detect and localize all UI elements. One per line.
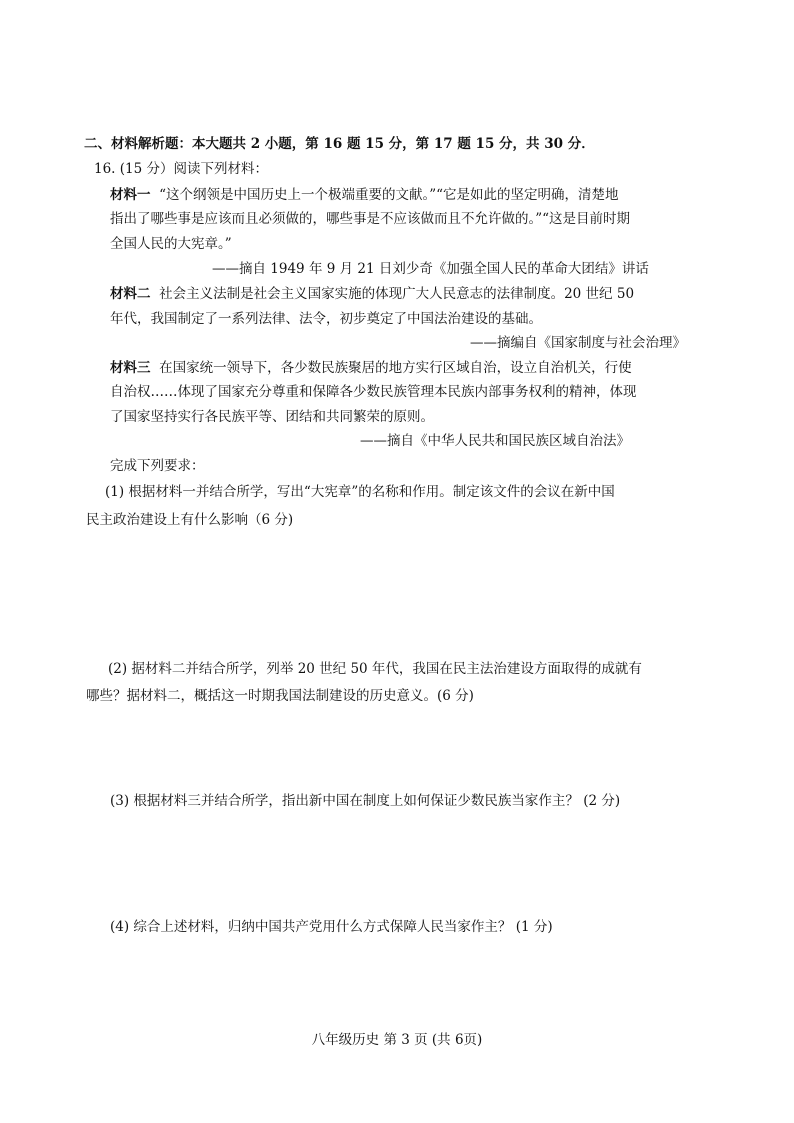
material-2-line-2: 年代，我国制定了一系列法律、法令，初步奠定了中国法治建设的基础。 [110,311,542,327]
sub-question-1-line-2: 民主政治建设上有什么影响（6 分) [86,512,294,528]
sub-question-3: (3) 根据材料三并结合所学，指出新中国在制度上如何保证少数民族当家作主？ (2 分) [110,793,621,809]
material-2-source: ——摘编自《国家制度与社会治理》 [470,335,686,351]
material-1-line-2: 指出了哪些事是应该而且必须做的，哪些事是不应该做而且不允许做的。”“这是目前时期 [110,211,631,227]
material-1-source: ——摘自 1949 年 9 月 21 日刘少奇《加强全国人民的革命大团结》讲话 [212,261,649,277]
sub-question-4: (4) 综合上述材料，归纳中国共产党用什么方式保障人民当家作主？ (1 分) [110,919,553,935]
section-heading: 二、材料解析题：本大题共 2 小题，第 16 题 15 分，第 17 题 15 分，共 30 分． [84,136,595,152]
material-3-source: ——摘自《中华人民共和国民族区域自治法》 [360,433,630,449]
requirement-heading: 完成下列要求： [110,458,205,474]
question-16-intro: 16. (15 分）阅读下列材料： [94,161,268,177]
material-2-line-1 [110,286,634,302]
sub-question-1-line-1: (1) 根据材料一并结合所学，写出“大宪章”的名称和作用。制定该文件的会议在新中国 [105,484,615,500]
material-3-line-3: 了国家坚持实行各民族平等、团结和共同繁荣的原则。 [110,409,434,425]
material-3-line-2: 自治权……体现了国家充分尊重和保障各少数民族管理本民族内部事务权利的精神，体现 [110,384,637,400]
sub-question-2-line-2: 哪些？据材料二，概括这一时期我国法制建设的历史意义。(6 分) [86,688,474,704]
material-3-line-1 [110,360,632,376]
material-2-label: 材料二 [110,286,151,302]
material-2-text-1: 社会主义法制是社会主义国家实施的体现广大人民意志的法律制度。20 世纪 50 [159,286,635,302]
material-1-line-3: 全国人民的大宪章。” [110,236,232,252]
material-3-label: 材料三 [110,360,151,376]
material-1-label: 材料一 [110,187,151,203]
material-1-line-1 [110,187,619,203]
material-3-text-1: 在国家统一领导下，各少数民族聚居的地方实行区域自治，设立自治机关，行使 [159,360,632,376]
sub-question-2-line-1: (2) 据材料二并结合所学，列举 20 世纪 50 年代，我国在民主法治建设方面取得的成就有 [108,661,642,677]
page-footer: 八年级历史 第 3 页 (共 6页) [311,1032,483,1048]
material-1-text-1: “这个纲领是中国历史上一个极端重要的文献。”“它是如此的坚定明确，清楚地 [159,187,619,203]
